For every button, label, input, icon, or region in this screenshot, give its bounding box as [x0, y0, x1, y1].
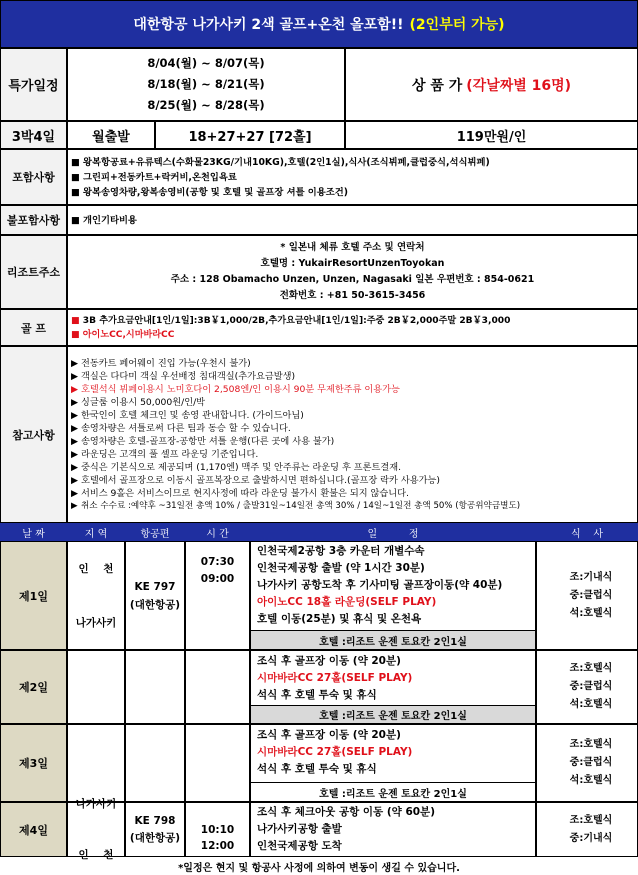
day1-flight: KE 797 (대한항공)	[125, 541, 185, 650]
header-region: 지 역	[84, 528, 108, 540]
day1-hotel: 호텔 :리조트 운젠 토요칸 2인1실	[250, 630, 536, 650]
day4-region: 나가사키 인 천	[67, 802, 125, 857]
includes-item-1: ■ 왕복항공료+유류텍스(수화물23KG/기내10KG),호텔(2인1실),식사(조식뷔페,클럽중식,석식뷔페)	[71, 156, 490, 168]
includes-label: 포함사항	[0, 149, 67, 205]
includes-item-3: ■ 왕복송영차량,왕복송영비(공항 및 호텔 및 골프장 셔틀 이용조건)	[71, 186, 348, 198]
resort-info	[67, 235, 638, 309]
special-dates	[67, 48, 345, 121]
note-item-cancel: ▶ 취소 수수료 :예약후 ~31일전 총액 10% / 출발31일~14일전 총액 30% / 14일~1일전 총액 50% (항공위약금별도)	[71, 500, 521, 511]
day4-meals: 조:호텔식 중:기내식	[536, 802, 638, 857]
footer-note: *일정은 현지 및 항공사 사정에 의하여 변동이 생길 수 있습니다.	[178, 862, 460, 874]
note-item: ▶ 한국인이 호텔 체크인 및 송영 관내합니다. (가이드아님)	[71, 409, 304, 421]
price-label-box	[345, 48, 638, 121]
header-meal: 식 사	[570, 528, 604, 540]
note-item: ▶ 싱글룸 이용시 50,000원/인/박	[71, 396, 206, 408]
special-date-3: 8/25(월) ~ 8/28(목)	[147, 98, 265, 112]
excludes-label: 불포함사항	[0, 205, 67, 235]
day4-flight: KE 798 (대한항공)	[125, 802, 185, 857]
day1-label: 제1일	[0, 541, 67, 650]
note-item: ▶ 객실은 다다미 객실 우선배정 침대객실(추가요금발생)	[71, 370, 296, 382]
day1-meals: 조:기내식 중:클럽식 석:호텔식	[536, 541, 638, 650]
day3-plan: 조식 후 골프장 이동 (약 20분) 시마바라CC 27홀(SELF PLAY) 석식 후 호텔 투숙 및 휴식	[250, 724, 536, 802]
price-note: (각날짜별 16명)	[466, 77, 572, 94]
resort-address: 주소 : 128 Obamacho Unzen, Unzen, Nagasaki 일본 우편번호 : 854-0621	[170, 274, 535, 285]
note-item: ▶ 송영차량은 호텔-골프장-공항만 셔틀 운행(다른 곳에 사용 불가)	[71, 435, 335, 447]
day2-golf-highlight: 시마바라CC 27홀(SELF PLAY)	[257, 672, 413, 684]
resort-label: 리조트주소	[0, 235, 67, 309]
title-main: 대한항공 나가사키 2색 골프+온천 올포함!!	[133, 17, 404, 33]
day1-plan: 인천국제2공항 3층 카운터 개별수속 인천국제공항 출발 (약 1시간 30분) 나가사키 공항도착 후 기사미팅 골프장이동(약 40분) 아이노CC 18홀 라운딩(SELF PLAY) 호텔 이동(25분) 및 휴식 및 온천욕	[250, 541, 536, 650]
day1-region: 인 천 나가사키	[67, 541, 125, 650]
note-item: ▶ 서비스 9홀은 서비스이므로 현지사정에 따라 라운딩 불가시 환불은 되지 않습니다.	[71, 487, 409, 499]
duration: 3박4일	[0, 121, 67, 149]
day2-plan: 조식 후 골프장 이동 (약 20분) 시마바라CC 27홀(SELF PLAY) 석식 후 호텔 투숙 및 휴식	[250, 650, 536, 724]
golf-fee-info: 3B 추가요금안내[1인/1일]:3B￥1,000/2B,추가요금안내[1인/1일]:주중 2B￥2,000주말 2B￥3,000	[82, 315, 511, 326]
includes-item-2: ■ 그린피+전동카트+락커비,온천입욕료	[71, 171, 237, 183]
notes-label: 참고사항	[0, 346, 67, 523]
day2-region	[67, 650, 125, 724]
day3-golf-highlight: 시마바라CC 27홀(SELF PLAY)	[257, 746, 413, 758]
excludes-item: ■ 개인기타비용	[67, 205, 638, 235]
special-label: 특가일정	[0, 48, 67, 121]
golf-courses: 아이노CC,시마바라CC	[82, 329, 175, 340]
header-day: 날 짜	[22, 528, 45, 540]
day1-golf-highlight: 아이노CC 18홀 라운딩(SELF PLAY)	[257, 596, 437, 608]
price-label: 상 품 가	[411, 77, 463, 94]
note-item: ▶ 중식은 기본식으로 제공되며 (1,170엔) 맥주 및 안주류는 라운딩 후 프론트결재.	[71, 461, 402, 473]
special-date-2: 8/18(월) ~ 8/21(목)	[147, 77, 265, 91]
header-flight: 항공편	[140, 528, 170, 540]
note-item: ▶ 송영차량은 셔틀로써 다른 팀과 동승 할 수 있습니다.	[71, 422, 291, 434]
day3-hotel: 호텔 :리조트 운젠 토요칸 2인1실	[250, 782, 536, 802]
price: 119만원/인	[345, 121, 638, 149]
special-date-1: 8/04(월) ~ 8/07(목)	[147, 56, 265, 70]
resort-line-1: * 일본내 체류 호텔 주소 및 연락처	[280, 242, 425, 253]
day2-label: 제2일	[0, 650, 67, 724]
departure: 월출발	[67, 121, 155, 149]
note-item: ▶ 호텔에서 골프장으로 이동시 골프복장으로 출발하시면 편하십니다.(골프장 락카 사용가능)	[71, 474, 440, 486]
header-plan: 일 정	[367, 528, 419, 540]
header-time: 시 간	[206, 528, 229, 540]
holes: 18+27+27 [72홀]	[155, 121, 345, 149]
note-item-highlight: ▶ 호텔석식 뷔페이용시 노미호다이 2,508엔/인 이용시 90분 무제한주류 이용가능	[71, 383, 400, 395]
day3-time	[185, 724, 250, 802]
note-item: ▶ 라운딩은 고객의 풀 셀프 라운딩 기준입니다.	[71, 448, 259, 460]
day4-time: 10:10 12:00	[185, 802, 250, 857]
day3-flight	[125, 724, 185, 802]
title-note: (2인부터 가능)	[409, 17, 505, 33]
note-item: ▶ 전동카트 페어웨이 진입 가능(우천시 불가)	[71, 357, 251, 369]
day2-flight	[125, 650, 185, 724]
day2-hotel: 호텔 :리조트 운젠 토요칸 2인1실	[250, 705, 536, 724]
golf-info: ■ 3B 추가요금안내[1인/1일]:3B￥1,000/2B,추가요금안내[1인/1일]:주중 2B￥2,000주말 2B￥3,000 ■ 아이노CC,시마바라CC	[67, 309, 638, 346]
day3-meals: 조:호텔식 중:클럽식 석:호텔식	[536, 724, 638, 802]
includes-list	[67, 149, 638, 205]
day1-time: 07:30 09:00	[185, 541, 250, 650]
day2-meals: 조:호텔식 중:클럽식 석:호텔식	[536, 650, 638, 724]
resort-phone: 전화번호 : +81 50-3615-3456	[279, 290, 426, 301]
notes-list	[67, 346, 638, 523]
day4-plan: 조식 후 체크아웃 공항 이동 (약 60분) 나가사키공항 출발 인천국제공항 도착	[250, 802, 536, 857]
day3-label: 제3일	[0, 724, 67, 802]
resort-hotel-name: 호텔명 : YukairResortUnzenToyokan	[260, 258, 445, 269]
day2-time	[185, 650, 250, 724]
golf-label: 골 프	[0, 309, 67, 346]
day4-label: 제4일	[0, 802, 67, 857]
title-bar	[0, 0, 638, 48]
